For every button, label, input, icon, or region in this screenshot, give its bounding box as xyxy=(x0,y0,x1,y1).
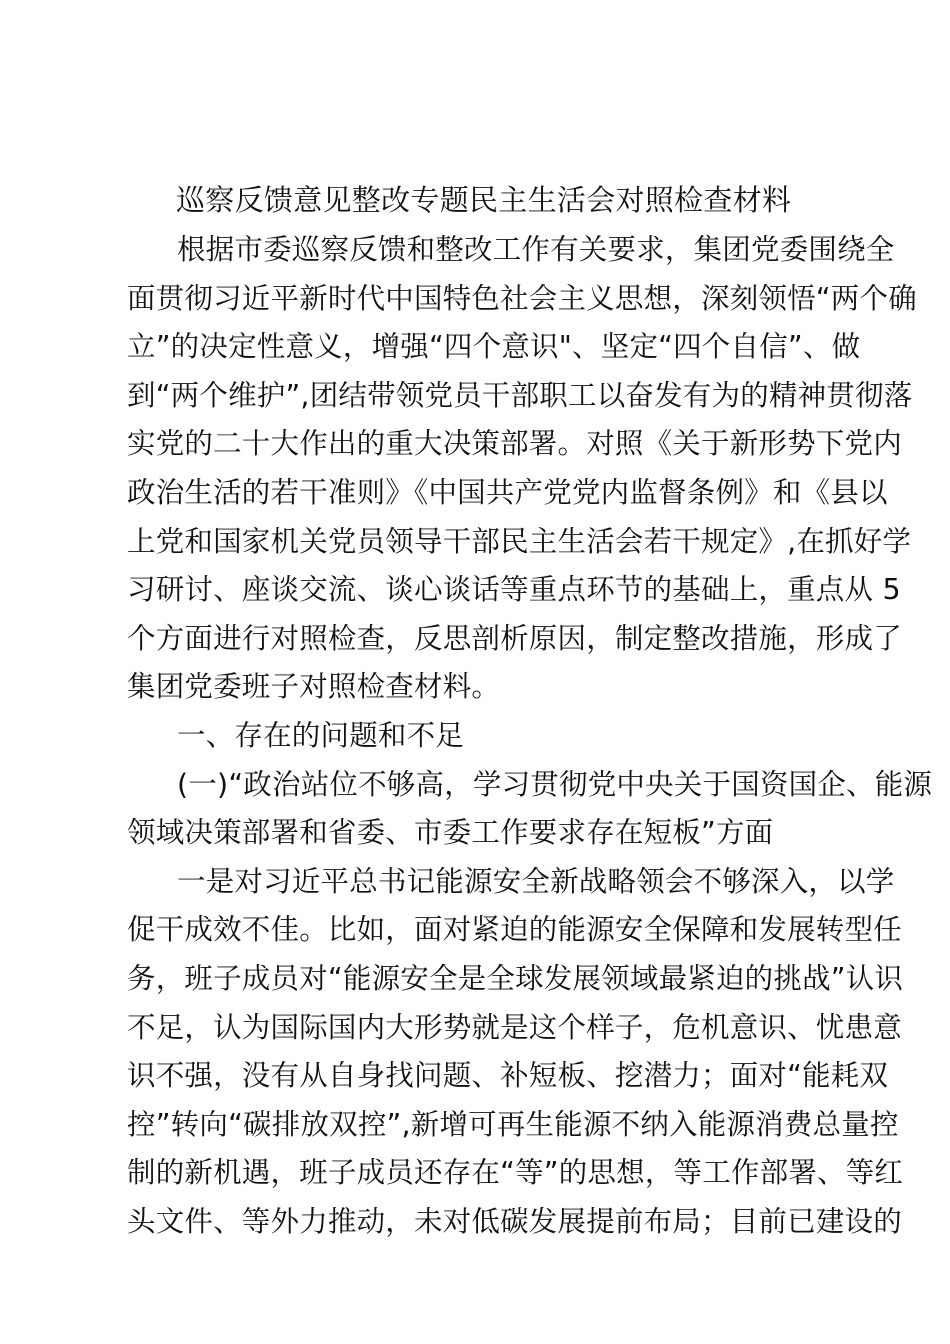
paragraph-point-one xyxy=(127,858,904,1247)
text-line: 头文件、等外力推动，未对低碳发展提前布局；目前已建设的 xyxy=(127,1204,902,1238)
text-line: 制的新机遇，班子成员还存在“等”的思想，等工作部署、等红 xyxy=(127,1156,904,1190)
paragraph-intro xyxy=(127,226,917,712)
text-line: 促干成效不佳。比如，面对紧迫的能源安全保障和发展转型任 xyxy=(127,913,902,947)
text-line: 个方面进行对照检查，反思剖析原因，制定整改措施，形成了 xyxy=(127,621,902,655)
text-line: 实党的二十大作出的重大决策部署。对照《关于新形势下党内 xyxy=(127,427,902,461)
subsection-heading xyxy=(127,761,933,858)
text-line: 习研讨、座谈交流、谈心谈话等重点环节的基础上，重点从 5 xyxy=(127,573,901,607)
text-line: (一)“政治站位不够高，学习贯彻党中央关于国资国企、能源 xyxy=(177,767,933,801)
document-title: 巡察反馈意见整改专题民主生活会对照检查材料 xyxy=(176,183,792,217)
document-body xyxy=(127,226,933,1246)
section-heading xyxy=(127,712,827,761)
text-line: 面贯彻习近平新时代中国特色社会主义思想，深刻领悟“两个确 xyxy=(127,281,917,315)
text-line: 领域决策部署和省委、市委工作要求存在短板”方面 xyxy=(127,816,774,850)
text-line: 到“两个维护”,团结带领党员干部职工以奋发有为的精神贯彻落 xyxy=(127,378,913,412)
text-line: 控”转向“碳排放双控”,新增可再生能源不纳入能源消费总量控 xyxy=(127,1107,899,1141)
text-line: 根据市委巡察反馈和整改工作有关要求，集团党委围绕全 xyxy=(177,233,895,266)
text-line: 立”的决定性意义，增强“四个意识"、坚定“四个自信”、做 xyxy=(127,330,861,364)
text-line: 集团党委班子对照检查材料。 xyxy=(127,670,501,704)
text-line: 政治生活的若干准则》《中国共产党党内监督条例》和《县以 xyxy=(127,475,888,509)
text-line: 一、存在的问题和不足 xyxy=(177,718,465,752)
text-line: 识不强，没有从自身找问题、补短板、挖潜力；面对“能耗双 xyxy=(127,1059,889,1093)
text-line: 务，班子成员对“能源安全是全球发展领域最紧迫的挑战”认识 xyxy=(127,961,904,995)
text-line: 上党和国家机关党员领导干部民主生活会若干规定》,在抓好学 xyxy=(127,524,912,558)
text-line: 不足，认为国际国内大形势就是这个样子，危机意识、忧患意 xyxy=(127,1010,902,1044)
text-line: 一是对习近平总书记能源安全新战略领会不够深入，以学 xyxy=(177,864,895,898)
